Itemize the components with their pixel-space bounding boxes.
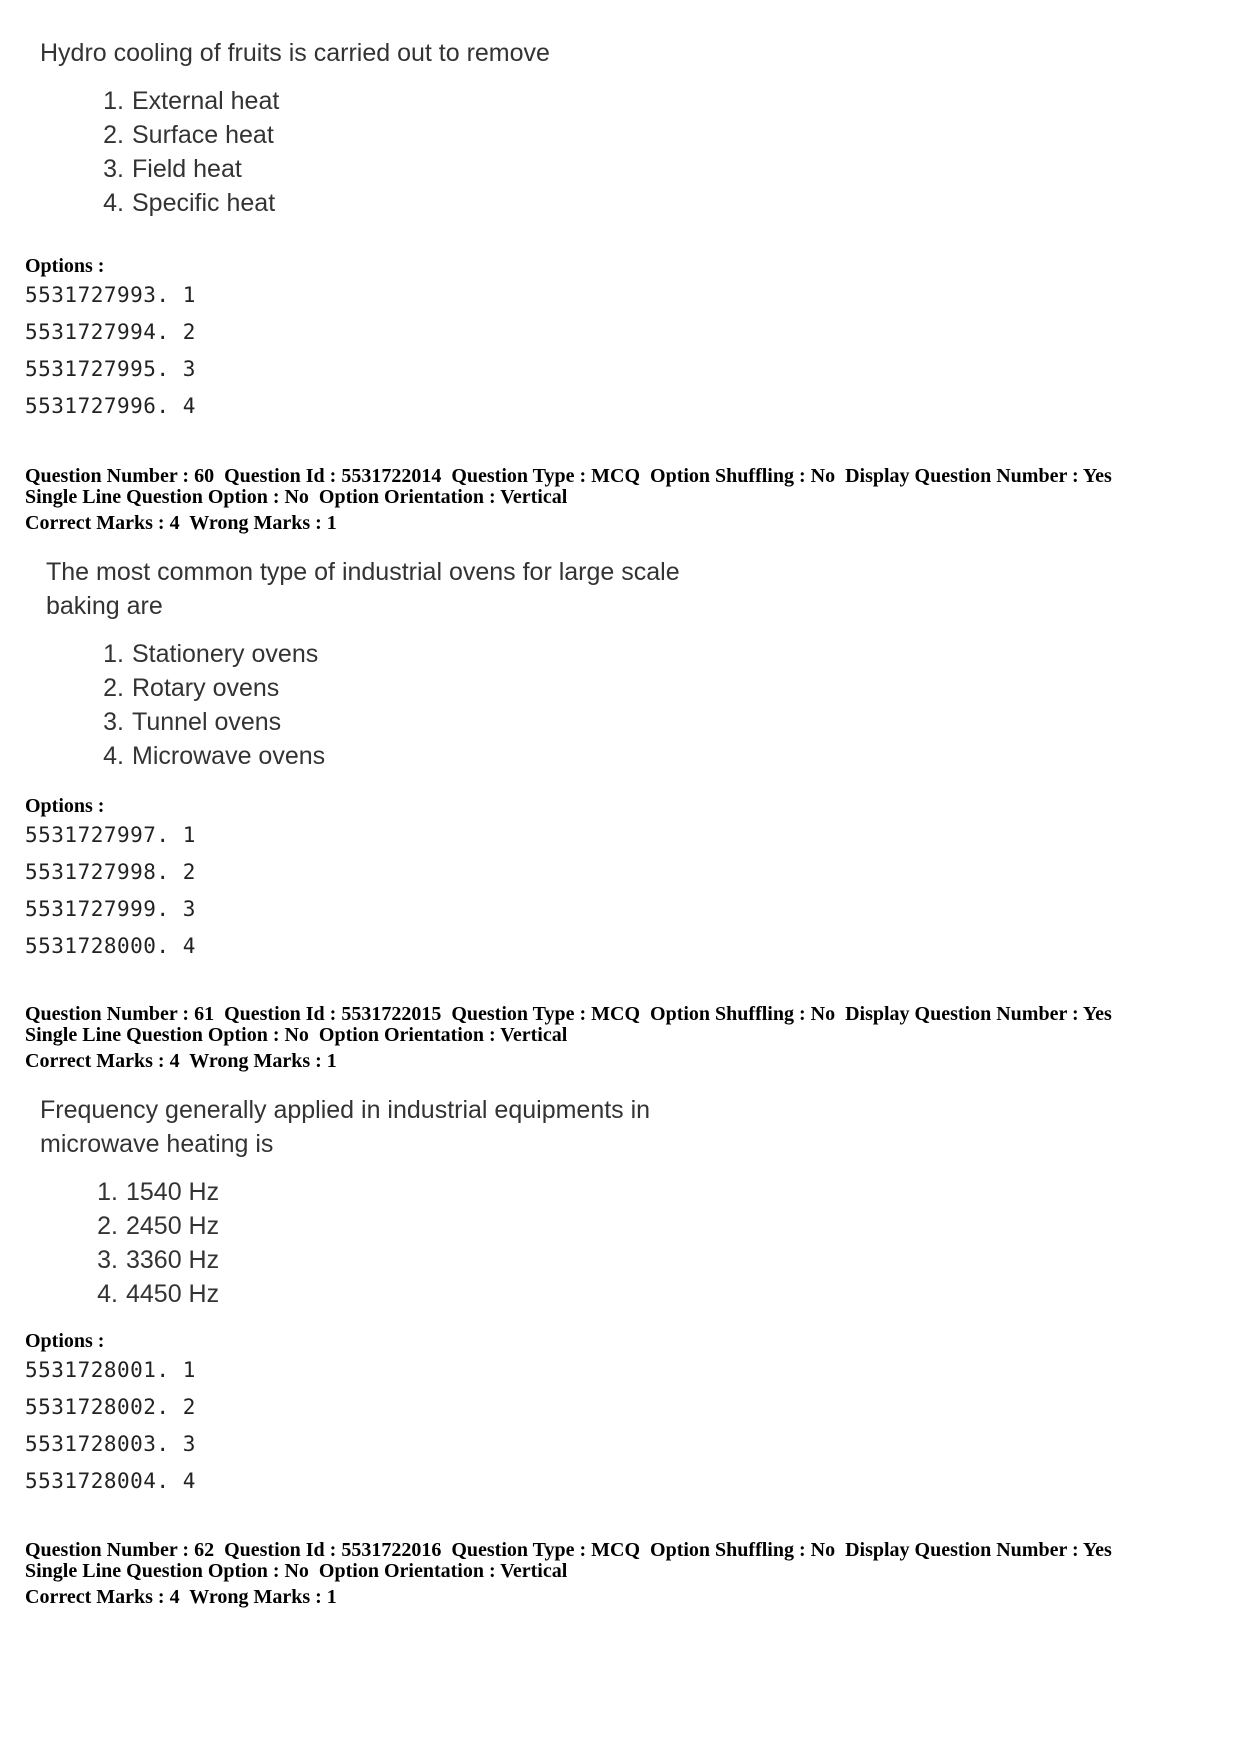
option-id: 5531728003. 3 — [25, 1432, 196, 1456]
options-label: Options : — [25, 255, 105, 277]
choice-list — [86, 84, 550, 220]
question-60-content — [46, 555, 680, 773]
choice-item: 2. 2450 Hz — [97, 1212, 220, 1240]
question-stem: Hydro cooling of fruits is carried out to remove — [40, 39, 550, 67]
options-label: Options : — [25, 795, 105, 817]
choice-item: 4. Microwave ovens — [103, 742, 326, 770]
choice-item: 4. 4450 Hz — [97, 1280, 220, 1308]
question-meta-line: Single Line Question Option : No Option Orientation : Vertical — [25, 1560, 568, 1582]
choice-item: 1. 1540 Hz — [97, 1178, 220, 1206]
question-meta-line: Question Number : 60 Question Id : 5531722014 Question Type : MCQ Option Shuffling : No Display Question Number : Yes — [25, 465, 1112, 487]
question-62-header — [25, 1540, 1112, 1608]
option-id: 5531727993. 1 — [25, 283, 196, 307]
marks-line: Correct Marks : 4 Wrong Marks : 1 — [25, 512, 337, 534]
question-61-content — [40, 1093, 650, 1311]
marks-line: Correct Marks : 4 Wrong Marks : 1 — [25, 1586, 337, 1608]
option-id: 5531728000. 4 — [25, 934, 196, 958]
options-label: Options : — [25, 1330, 105, 1352]
option-id: 5531727999. 3 — [25, 897, 196, 921]
question-stem: Frequency generally applied in industrial equipments in — [40, 1096, 651, 1124]
question-stem: The most common type of industrial ovens for large scale — [46, 558, 680, 586]
marks-line: Correct Marks : 4 Wrong Marks : 1 — [25, 1050, 337, 1072]
question-stem: microwave heating is — [40, 1130, 274, 1158]
choice-list — [80, 1175, 650, 1311]
choice-item: 1. External heat — [103, 87, 280, 115]
option-id-list — [25, 1352, 196, 1500]
choice-item: 3. Tunnel ovens — [103, 708, 282, 736]
option-id: 5531727997. 1 — [25, 823, 196, 847]
option-id: 5531727995. 3 — [25, 357, 196, 381]
option-id: 5531728002. 2 — [25, 1395, 196, 1419]
option-id: 5531728004. 4 — [25, 1469, 196, 1493]
choice-item: 3. 3360 Hz — [97, 1246, 220, 1274]
choice-item: 3. Field heat — [103, 155, 242, 183]
question-meta-line: Question Number : 61 Question Id : 5531722015 Question Type : MCQ Option Shuffling : No Display Question Number : Yes — [25, 1003, 1112, 1025]
question-61-header — [25, 1004, 1112, 1072]
option-id-list — [25, 817, 196, 965]
choice-item: 2. Surface heat — [103, 121, 274, 149]
question-stem: baking are — [46, 592, 163, 620]
choice-item: 1. Stationery ovens — [103, 640, 319, 668]
option-id: 5531727996. 4 — [25, 394, 196, 418]
question-meta-line: Single Line Question Option : No Option Orientation : Vertical — [25, 1024, 568, 1046]
choice-item: 2. Rotary ovens — [103, 674, 280, 702]
option-id: 5531728001. 1 — [25, 1358, 196, 1382]
choice-item: 4. Specific heat — [103, 189, 276, 217]
question-59-content — [40, 36, 550, 220]
question-meta-line: Question Number : 62 Question Id : 5531722016 Question Type : MCQ Option Shuffling : No Display Question Number : Yes — [25, 1539, 1112, 1561]
choice-list — [86, 637, 680, 773]
option-id: 5531727994. 2 — [25, 320, 196, 344]
question-60-header — [25, 466, 1112, 534]
question-meta-line: Single Line Question Option : No Option Orientation : Vertical — [25, 486, 568, 508]
option-id-list — [25, 277, 196, 425]
option-id: 5531727998. 2 — [25, 860, 196, 884]
